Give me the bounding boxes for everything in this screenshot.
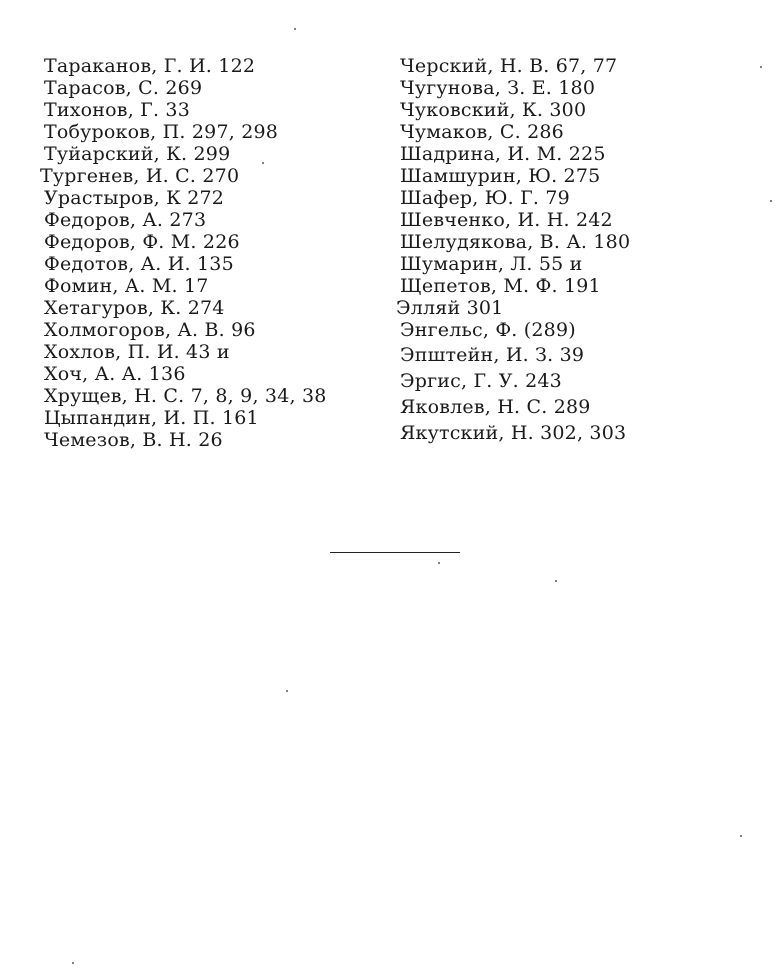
index-entry: Тараканов, Г. И. 122 xyxy=(44,55,256,77)
index-entry: Шевченко, И. Н. 242 xyxy=(400,209,613,231)
index-entry: Эпштейн, И. З. 39 xyxy=(400,344,585,366)
index-entry: Тихонов, Г. 33 xyxy=(44,99,191,121)
index-entry: Тобуроков, П. 297, 298 xyxy=(44,121,279,143)
index-entry: Чумаков, С. 286 xyxy=(400,121,564,143)
scan-speck xyxy=(760,66,762,68)
index-entry: Федоров, А. 273 xyxy=(44,209,207,231)
index-entry: Федотов, А. И. 135 xyxy=(44,253,234,275)
index-column-right xyxy=(396,55,760,445)
index-entry: Щепетов, М. Ф. 191 xyxy=(400,275,601,297)
index-entry: Хохлов, П. И. 43 и xyxy=(44,341,230,363)
scan-speck xyxy=(770,200,772,202)
scan-speck xyxy=(740,835,742,837)
index-entry: Шамшурин, Ю. 275 xyxy=(400,165,601,187)
index-entry: Федоров, Ф. М. 226 xyxy=(44,231,240,253)
scan-speck xyxy=(286,690,288,692)
index-entry: Цыпандин, И. П. 161 xyxy=(44,407,259,429)
index-entry: Шелудякова, В. А. 180 xyxy=(400,231,631,253)
index-entry: Чуковский, К. 300 xyxy=(400,99,587,121)
index-entry: Холмогоров, А. В. 96 xyxy=(44,319,256,341)
index-entry: Урастыров, К 272 xyxy=(44,187,225,209)
index-entry: Яковлев, Н. С. 289 xyxy=(400,396,591,418)
index-entry: Шафер, Ю. Г. 79 xyxy=(400,187,570,209)
scan-speck xyxy=(555,580,557,582)
scan-speck xyxy=(72,962,74,964)
scan-speck xyxy=(294,28,296,30)
index-entry: Энгельс, Ф. (289) xyxy=(400,319,576,341)
index-entry: Хетагуров, К. 274 xyxy=(44,297,225,319)
index-entry: Элляй 301 xyxy=(396,297,504,319)
section-divider xyxy=(330,552,460,553)
index-entry: Чугунова, З. Е. 180 xyxy=(400,77,596,99)
index-entry: Туйарский, К. 299 xyxy=(44,143,231,165)
index-entry: Черский, Н. В. 67, 77 xyxy=(400,55,618,77)
index-column-left xyxy=(40,55,384,451)
index-entry: Хрущев, Н. С. 7, 8, 9, 34, 38 xyxy=(44,385,327,407)
index-entry: Якутский, Н. 302, 303 xyxy=(400,422,627,444)
index-entry: Тургенев, И. С. 270 xyxy=(40,165,240,187)
index-entry: Шумарин, Л. 55 и xyxy=(400,253,583,275)
index-entry: Эргис, Г. У. 243 xyxy=(400,370,562,392)
index-entry: Тарасов, С. 269 xyxy=(44,77,203,99)
index-entry: Хоч, А. А. 136 xyxy=(44,363,186,385)
index-entry: Фомин, А. М. 17 xyxy=(44,275,209,297)
index-entry: Чемезов, В. Н. 26 xyxy=(44,429,223,451)
index-entry: Шадрина, И. М. 225 xyxy=(400,143,606,165)
scan-speck xyxy=(262,162,264,164)
scan-speck xyxy=(438,562,440,564)
